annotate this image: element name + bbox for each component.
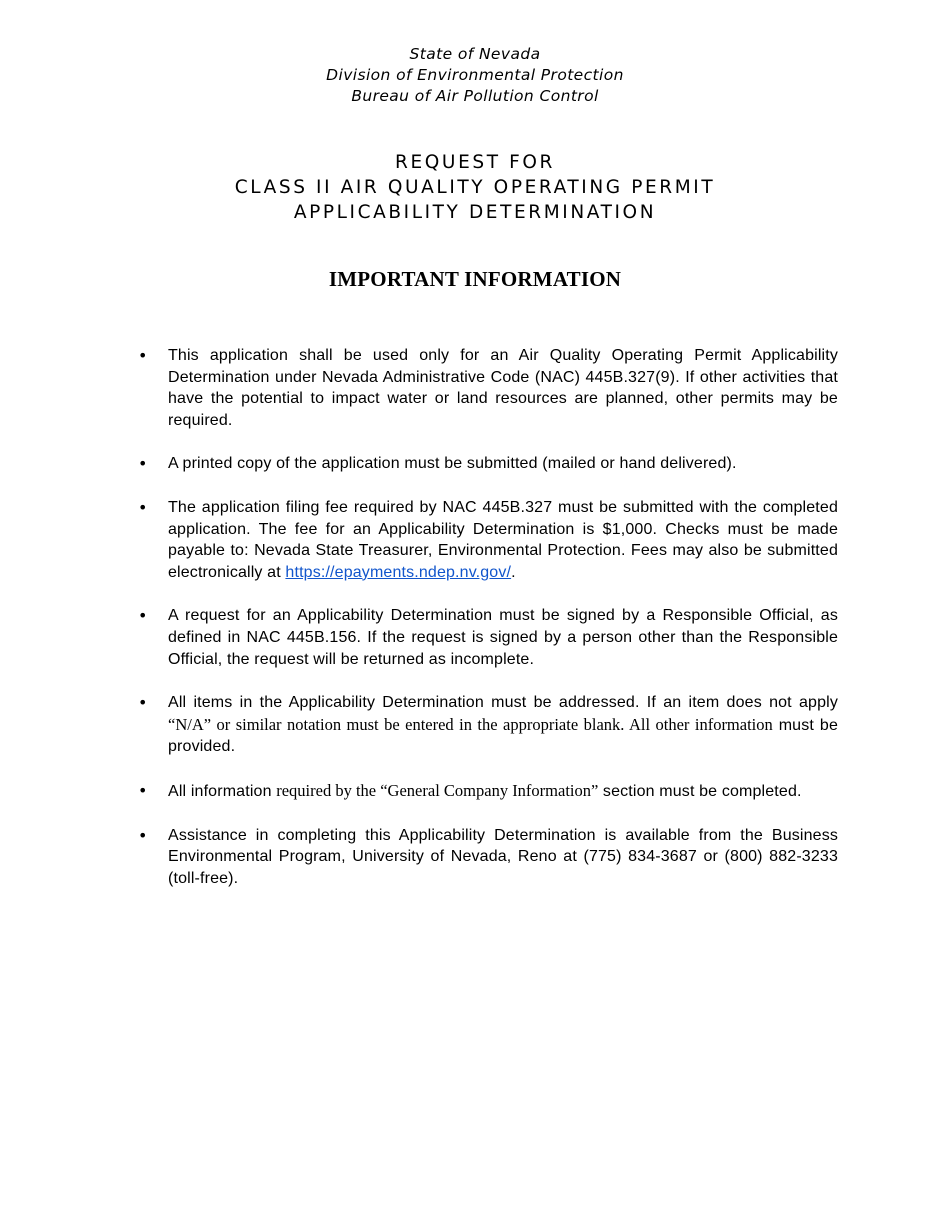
all-items-text-c: must be provided. (168, 716, 838, 756)
important-information-heading: IMPORTANT INFORMATION (328, 267, 622, 291)
bullet-icon: • (138, 497, 148, 517)
all-items-text-b: “N/A” or similar notation must be entered in the appropriate blank. All other information (168, 714, 773, 734)
title-line-3: APPLICABILITY DETERMINATION (293, 202, 657, 223)
agency-bureau: Bureau of Air Pollution Control (351, 87, 599, 105)
bullet-icon: • (138, 606, 148, 626)
list-item-text: A printed copy of the application must be submitted (mailed or hand delivered). (168, 455, 737, 473)
bullet-icon: • (138, 346, 148, 365)
list-item-text: A request for an Applicability Determination must be signed by a Responsible Official, as defined in NAC 445B.156. If the request is signed by a person other than the Responsible Official, the request will be returned as incomplete. (168, 607, 838, 668)
fee-text: The application filing fee required by NAC 445B.327 must be submitted with the completed application. The fee for an Applicability Determination is $1,000. Checks must be made payable to: Nevada State Treasurer, Environmental Protection. Fees may also be submitted electronically at (168, 498, 838, 581)
company-info-text-a: All information (168, 782, 277, 800)
all-items-text-a: All items in the Applicability Determination must be addressed. If an item does not apply (168, 694, 838, 712)
bullet-icon: • (138, 454, 148, 474)
agency-division: Division of Environmental Protection (326, 66, 624, 84)
epayments-link[interactable]: https://epayments.ndep.nv.gov/ (285, 563, 512, 581)
list-item-scope (0, 345, 950, 431)
agency-header (0, 44, 950, 107)
agency-state: State of Nevada (409, 45, 541, 63)
bullet-icon: • (138, 825, 148, 845)
bullet-icon: • (138, 693, 148, 713)
list-item-signature (0, 605, 950, 670)
fee-text-end: . (511, 563, 516, 581)
title-line-2: CLASS II AIR QUALITY OPERATING PERMIT (234, 177, 716, 198)
list-item-text (168, 497, 838, 583)
bullet-icon: • (138, 780, 148, 800)
list-item-text: This application shall be used only for an Air Quality Operating Permit Applicability Determination under Nevada Administrative Code (NAC) 445B.327(9). If other activities that have the potential to impact water or land resources are planned, other permits may be required. (168, 347, 838, 429)
list-item-text (168, 692, 838, 758)
information-list (0, 345, 950, 911)
list-item-text: Assistance in completing this Applicability Determination is available from the Business Environmental Program, University of Nevada, Reno at (775) 834-3687 or (800) 882-3233 (toll-free). (168, 826, 838, 887)
list-item-all-items (0, 692, 950, 758)
list-item-text (168, 780, 838, 803)
document-title (0, 150, 950, 225)
company-info-text-b: required by the “General Company Information” (276, 780, 599, 800)
company-info-text-c: section must be completed. (598, 782, 802, 800)
list-item-printed-copy (0, 453, 950, 475)
title-line-1: REQUEST FOR (395, 152, 555, 173)
list-item-assistance (0, 825, 950, 890)
list-item-filing-fee (0, 497, 950, 583)
list-item-company-info (0, 780, 950, 803)
